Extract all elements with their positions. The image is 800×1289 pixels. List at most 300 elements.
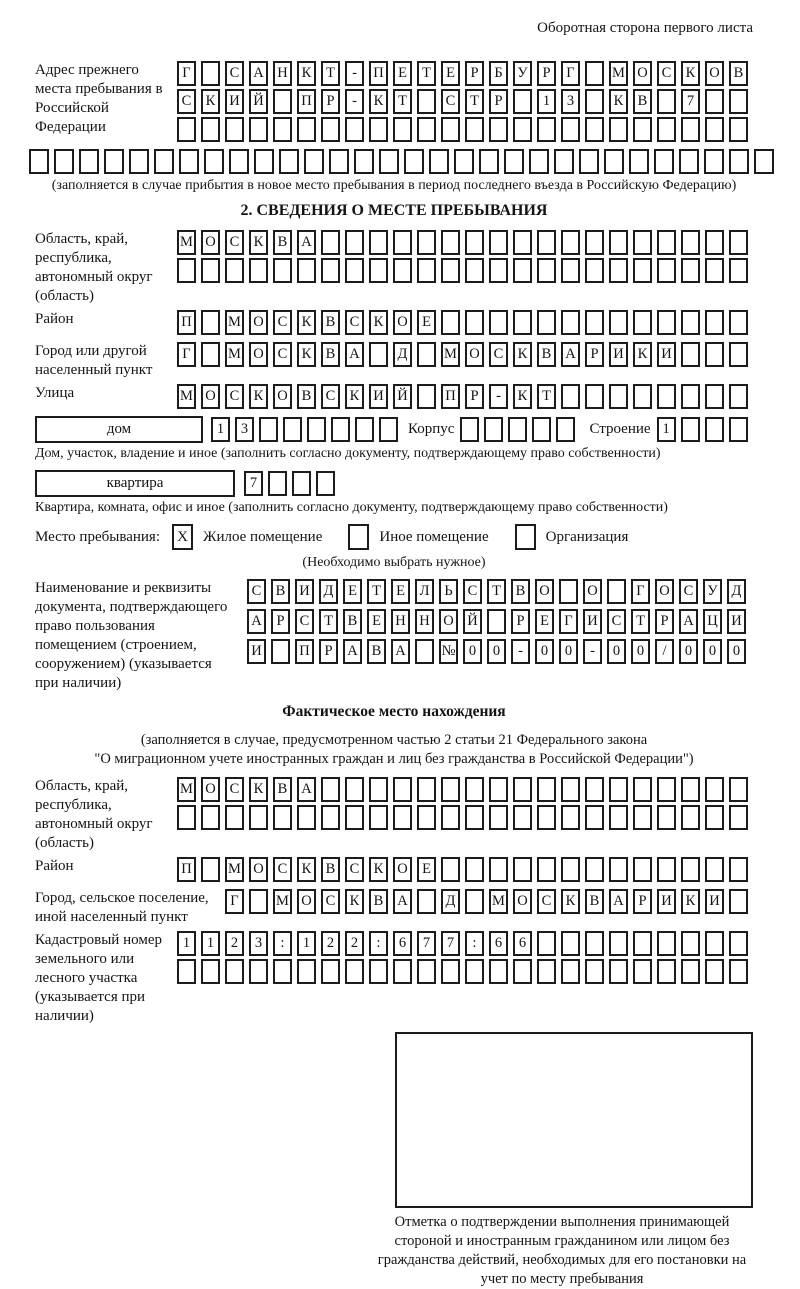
char-cell[interactable] — [729, 931, 748, 956]
char-cell[interactable]: О — [513, 889, 532, 914]
char-cell[interactable] — [679, 149, 699, 174]
char-cell[interactable] — [441, 310, 460, 335]
char-cell[interactable] — [657, 959, 676, 984]
char-cell[interactable] — [585, 384, 604, 409]
char-cell[interactable] — [460, 417, 479, 442]
char-cell[interactable]: 2 — [225, 931, 244, 956]
char-cell[interactable] — [417, 889, 436, 914]
char-cell[interactable] — [292, 471, 311, 496]
char-cell[interactable]: Р — [489, 89, 508, 114]
char-cell[interactable] — [393, 777, 412, 802]
char-cell[interactable] — [465, 777, 484, 802]
char-cell[interactable]: А — [297, 777, 316, 802]
char-cell[interactable]: О — [393, 857, 412, 882]
char-cell[interactable]: 7 — [417, 931, 436, 956]
char-cell[interactable]: Д — [319, 579, 338, 604]
char-cell[interactable]: К — [297, 857, 316, 882]
char-cell[interactable] — [537, 310, 556, 335]
char-cell[interactable]: В — [321, 857, 340, 882]
char-cell[interactable]: В — [537, 342, 556, 367]
char-cell[interactable] — [104, 149, 124, 174]
char-cell[interactable] — [273, 258, 292, 283]
char-cell[interactable]: И — [657, 342, 676, 367]
char-cell[interactable]: А — [345, 342, 364, 367]
char-cell[interactable] — [705, 857, 724, 882]
char-cell[interactable]: 1 — [537, 89, 556, 114]
char-cell[interactable]: Р — [633, 889, 652, 914]
char-cell[interactable]: В — [273, 230, 292, 255]
char-cell[interactable]: Т — [487, 579, 506, 604]
char-cell[interactable]: К — [369, 857, 388, 882]
char-cell[interactable] — [329, 149, 349, 174]
char-cell[interactable]: А — [391, 639, 410, 664]
char-cell[interactable]: 0 — [703, 639, 722, 664]
char-cell[interactable] — [705, 959, 724, 984]
char-cell[interactable]: - — [489, 384, 508, 409]
char-cell[interactable]: У — [703, 579, 722, 604]
char-cell[interactable] — [681, 959, 700, 984]
char-cell[interactable]: 3 — [235, 417, 254, 442]
char-cell[interactable] — [681, 342, 700, 367]
char-cell[interactable] — [537, 805, 556, 830]
char-cell[interactable] — [657, 117, 676, 142]
char-cell[interactable] — [633, 258, 652, 283]
char-cell[interactable] — [379, 417, 398, 442]
char-cell[interactable] — [654, 149, 674, 174]
char-cell[interactable] — [513, 777, 532, 802]
char-cell[interactable]: В — [273, 777, 292, 802]
char-cell[interactable] — [465, 117, 484, 142]
char-cell[interactable] — [369, 230, 388, 255]
char-cell[interactable] — [393, 959, 412, 984]
char-cell[interactable]: М — [489, 889, 508, 914]
char-cell[interactable] — [179, 149, 199, 174]
char-cell[interactable] — [454, 149, 474, 174]
char-cell[interactable]: К — [681, 61, 700, 86]
char-cell[interactable]: М — [225, 310, 244, 335]
char-cell[interactable]: С — [489, 342, 508, 367]
char-cell[interactable]: А — [393, 889, 412, 914]
char-cell[interactable] — [417, 117, 436, 142]
char-cell[interactable] — [259, 417, 278, 442]
char-cell[interactable]: / — [655, 639, 674, 664]
char-cell[interactable]: 0 — [487, 639, 506, 664]
char-cell[interactable]: Т — [465, 89, 484, 114]
char-cell[interactable] — [479, 149, 499, 174]
char-cell[interactable] — [657, 310, 676, 335]
char-cell[interactable]: О — [465, 342, 484, 367]
char-cell[interactable] — [417, 258, 436, 283]
char-cell[interactable]: Р — [511, 609, 530, 634]
char-cell[interactable]: Т — [417, 61, 436, 86]
char-cell[interactable] — [705, 417, 724, 442]
char-cell[interactable] — [657, 857, 676, 882]
char-cell[interactable] — [345, 230, 364, 255]
char-cell[interactable]: Р — [465, 384, 484, 409]
char-cell[interactable] — [633, 310, 652, 335]
char-cell[interactable]: С — [537, 889, 556, 914]
char-cell[interactable] — [559, 579, 578, 604]
char-cell[interactable]: 0 — [535, 639, 554, 664]
char-cell[interactable] — [537, 931, 556, 956]
char-cell[interactable] — [633, 230, 652, 255]
char-cell[interactable]: О — [273, 384, 292, 409]
char-cell[interactable] — [537, 117, 556, 142]
char-cell[interactable] — [484, 417, 503, 442]
char-cell[interactable] — [513, 805, 532, 830]
char-cell[interactable]: О — [249, 310, 268, 335]
char-cell[interactable] — [489, 258, 508, 283]
char-cell[interactable] — [633, 117, 652, 142]
char-cell[interactable]: К — [297, 342, 316, 367]
char-cell[interactable] — [393, 258, 412, 283]
char-cell[interactable] — [29, 149, 49, 174]
char-cell[interactable] — [201, 857, 220, 882]
char-cell[interactable] — [585, 931, 604, 956]
char-cell[interactable] — [657, 931, 676, 956]
char-cell[interactable] — [465, 258, 484, 283]
char-cell[interactable]: А — [679, 609, 698, 634]
char-cell[interactable]: 6 — [393, 931, 412, 956]
char-cell[interactable] — [489, 805, 508, 830]
char-cell[interactable] — [177, 117, 196, 142]
char-cell[interactable] — [729, 417, 748, 442]
char-cell[interactable] — [609, 258, 628, 283]
char-cell[interactable] — [681, 310, 700, 335]
char-cell[interactable]: И — [727, 609, 746, 634]
char-cell[interactable] — [609, 230, 628, 255]
char-cell[interactable] — [704, 149, 724, 174]
char-cell[interactable]: 0 — [727, 639, 746, 664]
char-cell[interactable] — [201, 117, 220, 142]
char-cell[interactable] — [417, 805, 436, 830]
char-cell[interactable]: П — [295, 639, 314, 664]
char-cell[interactable] — [283, 417, 302, 442]
char-cell[interactable]: 1 — [297, 931, 316, 956]
char-cell[interactable]: Т — [367, 579, 386, 604]
char-cell[interactable] — [369, 777, 388, 802]
char-cell[interactable] — [629, 149, 649, 174]
char-cell[interactable] — [201, 805, 220, 830]
char-cell[interactable]: Т — [537, 384, 556, 409]
checkbox-zhiloe[interactable]: X — [172, 524, 193, 550]
char-cell[interactable]: И — [225, 89, 244, 114]
char-cell[interactable]: К — [249, 230, 268, 255]
char-cell[interactable] — [513, 310, 532, 335]
char-cell[interactable]: О — [535, 579, 554, 604]
char-cell[interactable] — [177, 805, 196, 830]
char-cell[interactable] — [729, 384, 748, 409]
char-cell[interactable]: Е — [417, 310, 436, 335]
char-cell[interactable] — [657, 258, 676, 283]
char-cell[interactable] — [681, 777, 700, 802]
char-cell[interactable] — [585, 857, 604, 882]
char-cell[interactable] — [201, 342, 220, 367]
char-cell[interactable] — [729, 342, 748, 367]
char-cell[interactable] — [321, 805, 340, 830]
char-cell[interactable]: Р — [321, 89, 340, 114]
char-cell[interactable]: О — [201, 777, 220, 802]
char-cell[interactable] — [201, 310, 220, 335]
char-cell[interactable] — [537, 959, 556, 984]
char-cell[interactable]: Й — [249, 89, 268, 114]
char-cell[interactable] — [609, 959, 628, 984]
char-cell[interactable]: 3 — [561, 89, 580, 114]
char-cell[interactable] — [681, 857, 700, 882]
char-cell[interactable] — [513, 230, 532, 255]
char-cell[interactable]: Н — [273, 61, 292, 86]
char-cell[interactable]: И — [247, 639, 266, 664]
char-cell[interactable]: Е — [535, 609, 554, 634]
char-cell[interactable]: С — [177, 89, 196, 114]
char-cell[interactable] — [729, 310, 748, 335]
char-cell[interactable]: Е — [343, 579, 362, 604]
char-cell[interactable] — [321, 230, 340, 255]
char-cell[interactable] — [561, 310, 580, 335]
char-cell[interactable]: С — [679, 579, 698, 604]
char-cell[interactable]: С — [321, 384, 340, 409]
char-cell[interactable]: П — [177, 310, 196, 335]
char-cell[interactable] — [729, 117, 748, 142]
char-cell[interactable]: О — [201, 230, 220, 255]
char-cell[interactable]: Л — [415, 579, 434, 604]
char-cell[interactable]: П — [297, 89, 316, 114]
char-cell[interactable]: Г — [177, 61, 196, 86]
char-cell[interactable]: И — [295, 579, 314, 604]
char-cell[interactable] — [415, 639, 434, 664]
char-cell[interactable] — [681, 230, 700, 255]
char-cell[interactable] — [585, 89, 604, 114]
char-cell[interactable]: Р — [319, 639, 338, 664]
char-cell[interactable] — [225, 805, 244, 830]
char-cell[interactable] — [705, 89, 724, 114]
char-cell[interactable] — [249, 258, 268, 283]
char-cell[interactable]: М — [609, 61, 628, 86]
char-cell[interactable]: Т — [321, 61, 340, 86]
char-cell[interactable] — [657, 805, 676, 830]
char-cell[interactable] — [537, 230, 556, 255]
char-cell[interactable] — [129, 149, 149, 174]
char-cell[interactable]: Д — [393, 342, 412, 367]
char-cell[interactable] — [316, 471, 335, 496]
char-cell[interactable] — [561, 384, 580, 409]
char-cell[interactable] — [254, 149, 274, 174]
char-cell[interactable] — [537, 258, 556, 283]
char-cell[interactable] — [441, 117, 460, 142]
char-cell[interactable] — [561, 117, 580, 142]
apartment-type-box[interactable]: квартира — [35, 470, 235, 497]
char-cell[interactable]: 7 — [681, 89, 700, 114]
char-cell[interactable] — [607, 579, 626, 604]
char-cell[interactable]: Р — [465, 61, 484, 86]
char-cell[interactable] — [657, 230, 676, 255]
char-cell[interactable]: М — [177, 230, 196, 255]
char-cell[interactable]: 7 — [244, 471, 263, 496]
char-cell[interactable]: М — [177, 777, 196, 802]
char-cell[interactable]: Р — [537, 61, 556, 86]
char-cell[interactable] — [177, 258, 196, 283]
char-cell[interactable] — [417, 777, 436, 802]
char-cell[interactable]: К — [561, 889, 580, 914]
char-cell[interactable]: С — [273, 857, 292, 882]
char-cell[interactable] — [441, 959, 460, 984]
char-cell[interactable] — [729, 959, 748, 984]
char-cell[interactable] — [681, 931, 700, 956]
char-cell[interactable]: - — [583, 639, 602, 664]
char-cell[interactable]: К — [633, 342, 652, 367]
char-cell[interactable]: К — [297, 310, 316, 335]
char-cell[interactable]: Е — [367, 609, 386, 634]
char-cell[interactable] — [321, 777, 340, 802]
char-cell[interactable] — [604, 149, 624, 174]
char-cell[interactable]: 0 — [559, 639, 578, 664]
char-cell[interactable]: Б — [489, 61, 508, 86]
char-cell[interactable]: С — [273, 310, 292, 335]
char-cell[interactable]: О — [393, 310, 412, 335]
char-cell[interactable] — [513, 258, 532, 283]
char-cell[interactable]: 1 — [177, 931, 196, 956]
char-cell[interactable]: С — [225, 384, 244, 409]
char-cell[interactable]: 2 — [321, 931, 340, 956]
char-cell[interactable]: К — [249, 777, 268, 802]
char-cell[interactable] — [705, 258, 724, 283]
char-cell[interactable]: Е — [393, 61, 412, 86]
char-cell[interactable]: В — [321, 310, 340, 335]
char-cell[interactable]: Г — [561, 61, 580, 86]
char-cell[interactable] — [271, 639, 290, 664]
char-cell[interactable] — [404, 149, 424, 174]
char-cell[interactable] — [297, 959, 316, 984]
char-cell[interactable] — [345, 777, 364, 802]
char-cell[interactable] — [561, 230, 580, 255]
char-cell[interactable] — [297, 805, 316, 830]
char-cell[interactable] — [297, 117, 316, 142]
char-cell[interactable]: Й — [393, 384, 412, 409]
char-cell[interactable]: К — [249, 384, 268, 409]
char-cell[interactable] — [79, 149, 99, 174]
char-cell[interactable] — [513, 117, 532, 142]
char-cell[interactable]: Г — [177, 342, 196, 367]
char-cell[interactable] — [489, 310, 508, 335]
char-cell[interactable] — [729, 889, 748, 914]
char-cell[interactable] — [345, 959, 364, 984]
char-cell[interactable] — [369, 342, 388, 367]
char-cell[interactable] — [441, 258, 460, 283]
char-cell[interactable] — [369, 805, 388, 830]
char-cell[interactable] — [537, 857, 556, 882]
house-type-box[interactable]: дом — [35, 416, 203, 443]
char-cell[interactable] — [657, 777, 676, 802]
char-cell[interactable]: Д — [441, 889, 460, 914]
char-cell[interactable]: Т — [393, 89, 412, 114]
char-cell[interactable] — [465, 857, 484, 882]
char-cell[interactable] — [554, 149, 574, 174]
char-cell[interactable] — [609, 117, 628, 142]
char-cell[interactable]: С — [321, 889, 340, 914]
char-cell[interactable] — [268, 471, 287, 496]
char-cell[interactable] — [508, 417, 527, 442]
char-cell[interactable]: С — [273, 342, 292, 367]
char-cell[interactable]: Т — [319, 609, 338, 634]
char-cell[interactable] — [633, 384, 652, 409]
char-cell[interactable]: 6 — [513, 931, 532, 956]
char-cell[interactable] — [513, 89, 532, 114]
char-cell[interactable]: В — [343, 609, 362, 634]
char-cell[interactable] — [537, 777, 556, 802]
char-cell[interactable]: О — [297, 889, 316, 914]
char-cell[interactable] — [657, 384, 676, 409]
char-cell[interactable] — [729, 777, 748, 802]
char-cell[interactable]: К — [681, 889, 700, 914]
char-cell[interactable]: О — [583, 579, 602, 604]
char-cell[interactable] — [249, 889, 268, 914]
char-cell[interactable] — [369, 258, 388, 283]
char-cell[interactable]: С — [345, 857, 364, 882]
char-cell[interactable] — [705, 805, 724, 830]
char-cell[interactable]: В — [321, 342, 340, 367]
char-cell[interactable] — [489, 857, 508, 882]
char-cell[interactable]: : — [465, 931, 484, 956]
char-cell[interactable]: - — [511, 639, 530, 664]
char-cell[interactable] — [705, 117, 724, 142]
char-cell[interactable]: О — [633, 61, 652, 86]
char-cell[interactable]: И — [369, 384, 388, 409]
char-cell[interactable]: 0 — [607, 639, 626, 664]
char-cell[interactable]: В — [633, 89, 652, 114]
char-cell[interactable]: Е — [391, 579, 410, 604]
char-cell[interactable]: О — [705, 61, 724, 86]
char-cell[interactable] — [585, 959, 604, 984]
char-cell[interactable] — [513, 857, 532, 882]
char-cell[interactable] — [487, 609, 506, 634]
char-cell[interactable] — [345, 258, 364, 283]
char-cell[interactable] — [705, 777, 724, 802]
char-cell[interactable]: И — [657, 889, 676, 914]
char-cell[interactable]: М — [225, 857, 244, 882]
char-cell[interactable] — [273, 117, 292, 142]
char-cell[interactable]: Р — [655, 609, 674, 634]
char-cell[interactable] — [225, 117, 244, 142]
char-cell[interactable] — [585, 805, 604, 830]
char-cell[interactable] — [273, 89, 292, 114]
char-cell[interactable]: С — [247, 579, 266, 604]
char-cell[interactable]: М — [273, 889, 292, 914]
char-cell[interactable] — [609, 931, 628, 956]
char-cell[interactable] — [681, 805, 700, 830]
char-cell[interactable]: Г — [631, 579, 650, 604]
char-cell[interactable] — [561, 258, 580, 283]
char-cell[interactable] — [273, 959, 292, 984]
char-cell[interactable]: К — [297, 61, 316, 86]
char-cell[interactable] — [633, 805, 652, 830]
char-cell[interactable] — [705, 342, 724, 367]
char-cell[interactable] — [633, 931, 652, 956]
char-cell[interactable]: У — [513, 61, 532, 86]
char-cell[interactable] — [369, 959, 388, 984]
char-cell[interactable] — [249, 959, 268, 984]
char-cell[interactable]: В — [271, 579, 290, 604]
char-cell[interactable]: 0 — [463, 639, 482, 664]
char-cell[interactable] — [585, 258, 604, 283]
char-cell[interactable]: В — [297, 384, 316, 409]
char-cell[interactable]: В — [511, 579, 530, 604]
char-cell[interactable]: 2 — [345, 931, 364, 956]
char-cell[interactable] — [561, 805, 580, 830]
char-cell[interactable]: Г — [225, 889, 244, 914]
char-cell[interactable]: : — [273, 931, 292, 956]
char-cell[interactable] — [729, 89, 748, 114]
char-cell[interactable]: Р — [585, 342, 604, 367]
